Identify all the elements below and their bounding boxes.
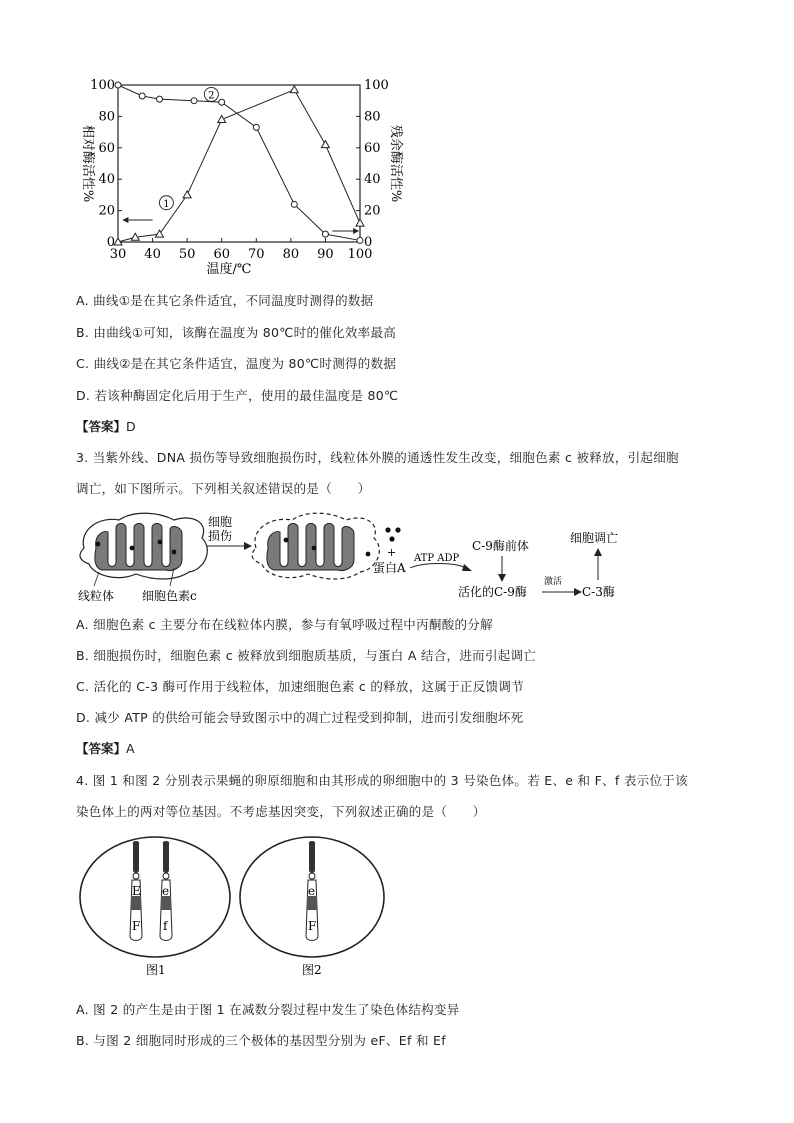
data-point-circle xyxy=(156,96,162,102)
q3-option-d: D. 减少 ATP 的供给可能会导致图示中的凋亡过程受到抑制，进而引发细胞坏死 xyxy=(76,710,524,725)
q2-option-d: D. 若该种酶固定化后用于生产，使用的最佳温度是 80℃ xyxy=(76,388,399,403)
label-plus: + xyxy=(387,546,397,559)
x-tick-label: 70 xyxy=(248,247,265,262)
data-point-circle xyxy=(322,231,328,237)
enzyme-activity-chart xyxy=(70,75,403,280)
y-axis-label-right: 残余酶活性% xyxy=(388,124,403,203)
y-tick-label-left: 80 xyxy=(98,109,115,125)
left-axis-arrowhead xyxy=(122,217,128,223)
y-tick-label-right: 100 xyxy=(364,78,389,93)
answer-value: A xyxy=(126,741,135,756)
data-point-circle xyxy=(357,237,363,243)
y-tick-label-left: 0 xyxy=(106,235,115,250)
fig2-label: 图2 xyxy=(302,963,322,977)
data-point-circle xyxy=(139,93,145,99)
label-atp-adp: ATP ADP xyxy=(414,553,460,564)
svg-text:E: E xyxy=(132,884,141,898)
y-tick-label-right: 20 xyxy=(364,203,381,219)
q4-stem-line1: 4. 图 1 和图 2 分别表示果蝇的卵原细胞和由其形成的卵细胞中的 3 号染色体。若 E、e 和 F、f 表示位于该 xyxy=(76,773,688,788)
q2-option-c: C. 曲线②是在其它条件适宜，温度为 80℃时测得的数据 xyxy=(76,356,397,371)
q3-stem-line1: 3. 当紫外线、DNA 损伤等导致细胞损伤时，线粒体外膜的通透性发生改变，细胞色素 c 被释放，引起细胞 xyxy=(76,450,679,465)
label-damage-2: 损伤 xyxy=(208,529,233,543)
series-line xyxy=(118,90,360,242)
y-tick-label-left: 20 xyxy=(98,203,115,219)
x-tick-label: 100 xyxy=(347,247,373,262)
q3-option-b: B. 细胞损伤时，细胞色素 c 被释放到细胞质基质，与蛋白 A 结合，进而引起调亡 xyxy=(76,648,537,663)
q2-option-a: A. 曲线①是在其它条件适宜，不同温度时测得的数据 xyxy=(76,293,374,308)
answer-value: D xyxy=(126,419,136,434)
svg-text:e: e xyxy=(162,884,170,898)
q4-option-a: A. 图 2 的产生是由于图 1 在减数分裂过程中发生了染色体结构变异 xyxy=(76,1002,460,1017)
data-point-triangle xyxy=(155,230,163,237)
series-label: 1 xyxy=(163,198,170,210)
mitochondrion-intact xyxy=(80,513,207,579)
x-tick-label: 80 xyxy=(282,247,300,262)
svg-text:f: f xyxy=(163,919,168,933)
q2-answer xyxy=(76,417,136,435)
label-c9-activated: 活化的C-9酶 xyxy=(458,585,527,599)
answer-label: 【答案】 xyxy=(76,741,127,756)
x-axis-label: 温度/℃ xyxy=(206,262,252,277)
series-line xyxy=(118,85,360,240)
data-point-triangle xyxy=(290,86,298,93)
label-c3: C-3酶 xyxy=(582,585,615,599)
data-point-circle xyxy=(253,124,259,130)
y-axis-label-left: 相对酶活性% xyxy=(80,124,95,203)
data-point-triangle xyxy=(321,141,329,148)
x-tick-label: 40 xyxy=(144,247,161,262)
data-point-circle xyxy=(291,201,297,207)
data-point-circle xyxy=(219,99,225,105)
y-tick-label-right: 80 xyxy=(364,109,381,125)
right-axis-arrowhead xyxy=(353,228,359,234)
x-tick-label: 30 xyxy=(109,247,127,262)
label-protein-a: 蛋白A xyxy=(373,561,406,575)
y-tick-label-right: 40 xyxy=(364,172,381,188)
svg-text:F: F xyxy=(308,919,317,933)
y-tick-label-right: 60 xyxy=(364,140,381,156)
plot-frame xyxy=(118,85,360,242)
x-tick-label: 90 xyxy=(317,247,334,262)
svg-text:F: F xyxy=(132,919,141,933)
y-tick-label-right: 0 xyxy=(364,235,373,250)
q4-stem-line2: 染色体上的两对等位基因。不考虑基因突变，下列叙述正确的是（ ） xyxy=(76,804,486,819)
y-tick-label-left: 60 xyxy=(98,140,115,156)
q3-answer xyxy=(76,739,135,757)
label-activate: 激活 xyxy=(544,577,563,587)
apoptosis-diagram xyxy=(74,508,634,608)
answer-label: 【答案】 xyxy=(76,419,127,434)
x-tick-label: 50 xyxy=(178,247,196,262)
y-tick-label-left: 40 xyxy=(98,172,115,188)
chromosome-diagram xyxy=(76,832,396,982)
q3-option-a: A. 细胞色素 c 主要分布在线粒体内膜，参与有氧呼吸过程中丙酮酸的分解 xyxy=(76,617,493,632)
q4-option-b: B. 与图 2 细胞同时形成的三个极体的基因型分别为 eF、Ef 和 Ef xyxy=(76,1033,446,1048)
q2-option-b: B. 由曲线①可知，该酶在温度为 80℃时的催化效率最高 xyxy=(76,325,397,340)
data-point-triangle xyxy=(183,191,191,198)
fig1-label: 图1 xyxy=(146,963,166,977)
q3-stem-line2: 调亡，如下图所示。下列相关叙述错误的是（ ） xyxy=(76,481,371,496)
svg-text:e: e xyxy=(308,884,316,898)
data-point-circle xyxy=(115,82,121,88)
label-damage-1: 细胞 xyxy=(208,515,233,529)
data-point-circle xyxy=(191,98,197,104)
y-tick-label-left: 100 xyxy=(90,78,115,93)
label-apoptosis: 细胞调亡 xyxy=(570,531,619,545)
label-mitochondrion: 线粒体 xyxy=(78,589,115,603)
label-c9-precursor: C-9酶前体 xyxy=(472,539,529,553)
data-point-triangle xyxy=(218,116,226,123)
data-point-triangle xyxy=(356,219,364,226)
mitochondrion-damaged xyxy=(252,513,379,579)
label-cytochrome-c: 细胞色素c xyxy=(142,589,197,603)
series-label: 2 xyxy=(208,90,215,102)
q3-option-c: C. 活化的 C-3 酶可作用于线粒体，加速细胞色素 c 的释放，这属于正反馈调节 xyxy=(76,679,524,694)
x-tick-label: 60 xyxy=(213,247,230,262)
